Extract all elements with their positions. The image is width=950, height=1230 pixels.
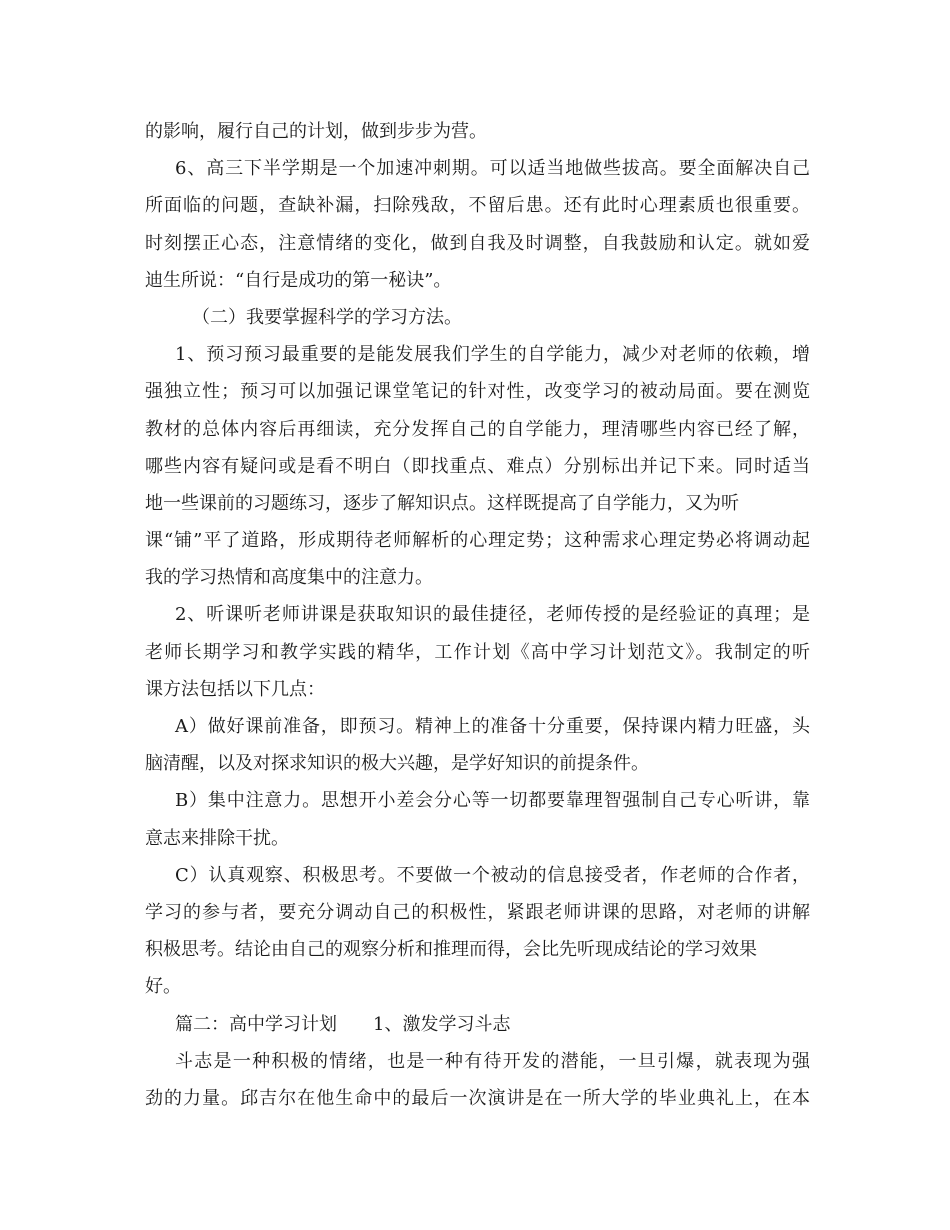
text-line: B）集中注意力。思想开小差会分心等一切都要靠理智强制自己专心听讲，靠 <box>175 790 810 812</box>
text-line: 时刻摆正心态，注意情绪的变化，做到自我及时调整，自我鼓励和认定。就如爱 <box>145 232 810 254</box>
text-line: 1、预习预习最重要的是能发展我们学生的自学能力，减少对老师的依赖，增 <box>175 344 810 366</box>
text-line: 积极思考。结论由自己的观察分析和推理而得，会比先听现成结论的学习效果 <box>145 939 757 961</box>
text-line: 意志来排除干扰。 <box>145 827 289 849</box>
text-line: 所面临的问题，查缺补漏，扫除残敌，不留后患。还有此时心理素质也很重要。 <box>145 195 810 217</box>
text-line: 课方法包括以下几点： <box>145 678 325 700</box>
text-line: 6、高三下半学期是一个加速冲刺期。可以适当地做些拔高。要全面解决自己 <box>175 158 810 180</box>
text-line: 老师长期学习和教学实践的精华，工作计划《高中学习计划范文》。我制定的听 <box>145 641 810 663</box>
text-line: 脑清醒，以及对探求知识的极大兴趣，是学好知识的前提条件。 <box>145 753 649 775</box>
document-body <box>145 113 810 1117</box>
section-heading: 篇二：高中学习计划 1、激发学习斗志 <box>175 1013 511 1035</box>
text-line: 学习的参与者，要充分调动自己的积极性，紧跟老师讲课的思路，对老师的讲解 <box>145 901 810 923</box>
text-line: 迪生所说：“自行是成功的第一秘诀”。 <box>145 269 452 291</box>
text-line: 劲的力量。邱吉尔在他生命中的最后一次演讲是在一所大学的毕业典礼上，在本 <box>145 1087 810 1109</box>
text-line: 地一些课前的习题练习，逐步了解知识点。这样既提高了自学能力，又为听 <box>145 492 739 514</box>
text-line: 斗志是一种积极的情绪，也是一种有待开发的潜能，一旦引爆，就表现为强 <box>175 1050 810 1072</box>
text-line: 我的学习热情和高度集中的注意力。 <box>145 567 433 589</box>
text-line: 的影响，履行自己的计划，做到步步为营。 <box>145 121 487 142</box>
text-line: 教材的总体内容后再细读，充分发挥自己的自学能力，理清哪些内容已经了解， <box>145 418 810 440</box>
text-line: 哪些内容有疑问或是看不明白（即找重点、难点）分别标出并记下来。同时适当 <box>145 455 810 477</box>
text-line: 好。 <box>145 976 181 998</box>
text-line: A）做好课前准备，即预习。精神上的准备十分重要，保持课内精力旺盛，头 <box>175 716 810 737</box>
section-heading: （二）我要掌握科学的学习方法。 <box>192 306 462 328</box>
text-line: 2、听课听老师讲课是获取知识的最佳捷径，老师传授的是经验证的真理；是 <box>175 604 810 626</box>
text-line: 强独立性；预习可以加强记课堂笔记的针对性，改变学习的被动局面。要在测览 <box>145 381 810 403</box>
text-line: 课“铺”平了道路，形成期待老师解析的心理定势；这种需求心理定势必将调动起 <box>145 530 810 552</box>
text-line: C）认真观察、积极思考。不要做一个被动的信息接受者，作老师的合作者， <box>175 864 810 886</box>
